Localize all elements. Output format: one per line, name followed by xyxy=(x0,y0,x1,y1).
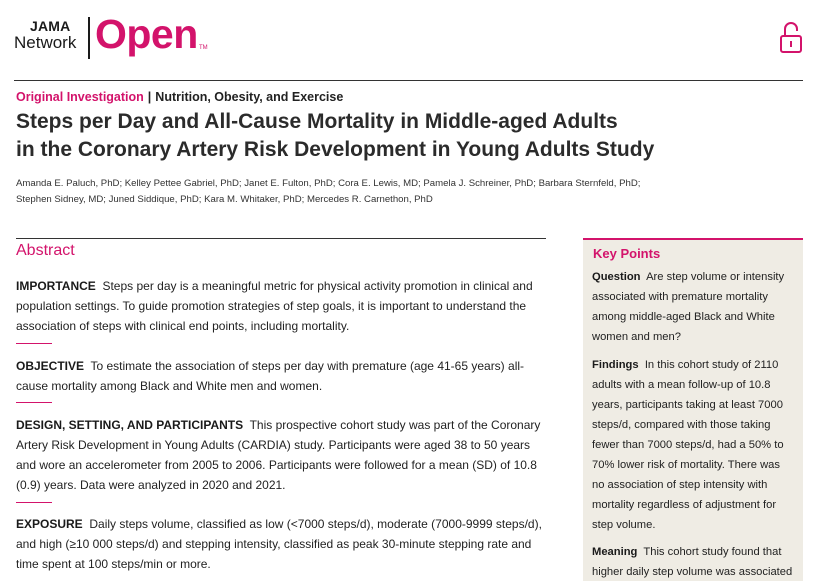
logo-trademark: TM xyxy=(199,45,208,51)
abstract-rule xyxy=(16,238,546,239)
title-line-2: in the Coronary Artery Risk Development in Young Adults Study xyxy=(16,138,655,161)
article-title xyxy=(16,108,716,164)
unlocked-padlock-icon xyxy=(779,20,803,54)
findings-text: In this cohort study of 2110 adults with a mean follow-up of 10.8 years, participants taking at least 7000 steps/d, compared with those taking fewer than 7000 steps/d, had a 50% to 70% lower risk of mortality. There was no association of step intensity with mortality regardless of adjustment for step volume. xyxy=(592,359,784,531)
exposure-label: EXPOSURE xyxy=(16,517,83,531)
exposure-text: Daily steps volume, classified as low (<7000 steps/d), moderate (7000-9999 steps/d), and high (≥10 000 steps/d) and stepping intensity, classified as peak 30-minute stepping rate and time spent at 100 steps/min or more. xyxy=(16,517,542,571)
findings-label: Findings xyxy=(592,359,639,371)
abstract-heading: Abstract xyxy=(16,242,75,259)
section-divider xyxy=(16,402,52,403)
key-point-question xyxy=(592,267,795,347)
authors-line-2: Stephen Sidney, MD; Juned Siddique, PhD; Kara M. Whitaker, PhD; Mercedes R. Carnethon, PhD xyxy=(16,194,433,205)
article-category xyxy=(16,89,343,105)
logo-open-text: Open xyxy=(95,11,198,57)
key-points-box xyxy=(583,238,803,581)
section-divider xyxy=(16,502,52,503)
key-point-findings xyxy=(592,355,795,535)
importance-label: IMPORTANCE xyxy=(16,279,96,293)
objective-label: OBJECTIVE xyxy=(16,359,85,373)
category-label: Original Investigation xyxy=(16,90,144,104)
key-points-heading: Key Points xyxy=(593,246,661,261)
design-section xyxy=(16,415,551,495)
subcategory-label: Nutrition, Obesity, and Exercise xyxy=(155,90,344,104)
question-text: Are step volume or intensity associated with premature mortality among middle-aged Black and White women and men? xyxy=(592,271,785,343)
author-list xyxy=(16,176,736,208)
meaning-label: Meaning xyxy=(592,546,638,558)
logo-jama-text: JAMA xyxy=(30,18,71,34)
category-separator: | xyxy=(147,90,152,104)
title-line-1: Steps per Day and All-Cause Mortality in Middle-aged Adults xyxy=(16,110,618,133)
logo-divider xyxy=(88,17,90,59)
logo-network-text: Network xyxy=(14,33,77,52)
design-text: This prospective cohort study was part of the Coronary Artery Risk Development in Young Adults (CARDIA) study. Participants were aged 38 to 50 years and wore an accelerometer from 2005 to 2006. Participants were followed for a mean (SD) of 10.8 (0.9) years. Data were analyzed in 2020 and 2021. xyxy=(16,418,541,492)
importance-text: Steps per day is a meaningful metric for physical activity promotion in clinical and population settings. To guide promotion strategies of step goals, it is important to understand the association of steps with clinical end points, including mortality. xyxy=(16,279,533,333)
objective-text: To estimate the association of steps per day with premature (age 41-65 years) all-cause mortality among Black and White men and women. xyxy=(16,359,525,393)
design-label: DESIGN, SETTING, AND PARTICIPANTS xyxy=(16,418,244,432)
meaning-text: This cohort study found that higher daily step volume was associated xyxy=(592,546,793,578)
authors-line-1: Amanda E. Paluch, PhD; Kelley Pettee Gabriel, PhD; Janet E. Fulton, PhD; Cora E. Lewis, MD; Pamela J. Schreiner, PhD; Barbara Sternfeld, PhD; xyxy=(16,178,641,189)
header-rule xyxy=(14,80,803,81)
importance-section xyxy=(16,276,551,336)
key-point-meaning xyxy=(592,542,795,581)
exposure-section xyxy=(16,514,551,574)
section-divider xyxy=(16,343,52,344)
objective-section xyxy=(16,356,551,396)
question-label: Question xyxy=(592,271,641,283)
